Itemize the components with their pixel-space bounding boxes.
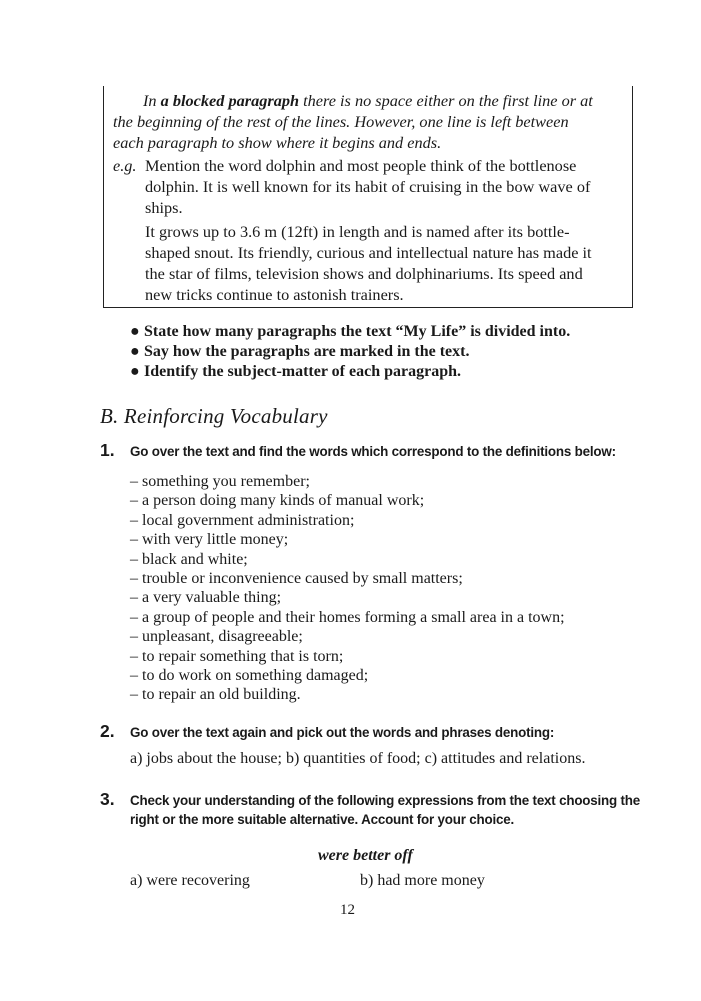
list-item: – trouble or inconvenience caused by small matters; — [130, 570, 463, 588]
list-item: – to repair an old building. — [130, 686, 301, 704]
exercise-3-instruction-line-2: right or the more suitable alternative. Account for your choice. — [130, 812, 515, 827]
list-item: – to do work on something damaged; — [130, 667, 369, 685]
blocked-paragraph-term: a blocked paragraph — [160, 91, 300, 110]
eg-label: e.g. — [113, 156, 137, 175]
task-list — [130, 322, 570, 382]
bullet-icon: ● — [130, 343, 140, 360]
definition-list — [130, 472, 565, 705]
list-item: – something you remember; — [130, 473, 310, 490]
task-item: ● State how many paragraphs the text “My Life” is divided into. — [130, 323, 571, 340]
box-intro-line-3: each paragraph to show where it begins and ends. — [113, 133, 442, 152]
box-intro-line-1: In a blocked paragraph there is no space either on the first line or at — [143, 91, 593, 110]
option-a: a) were recovering — [130, 872, 250, 889]
exercise-1-instruction: Go over the text and find the words which correspond to the definitions below: — [130, 444, 616, 459]
exercise-2-number: 2. — [100, 721, 115, 741]
list-item: – a group of people and their homes forming a small area in a town; — [130, 608, 565, 626]
list-item: – unpleasant, disagreeable; — [130, 628, 303, 646]
option-b: b) had more money — [360, 872, 485, 889]
expression-phrase: were better off — [318, 847, 413, 864]
list-item: – black and white; — [130, 550, 248, 568]
exercise-2-instruction: Go over the text again and pick out the words and phrases denoting: — [130, 725, 555, 740]
list-item: – to repair something that is torn; — [130, 647, 344, 665]
example-para2-line-2: shaped snout. Its friendly, curious and intellectual nature has made it — [145, 243, 592, 262]
example-para2-line-1: It grows up to 3.6 m (12ft) in length and is named after its bottle- — [145, 222, 570, 241]
task-item: ● Say how the paragraphs are marked in the text. — [130, 343, 470, 360]
bullet-icon: ● — [130, 323, 140, 340]
bullet-icon: ● — [130, 363, 140, 380]
exercise-2-answer: a) jobs about the house; b) quantities of food; c) attitudes and relations. — [130, 750, 586, 767]
example-para2-line-3: the star of films, television shows and dolphinariums. Its speed and — [145, 264, 583, 283]
exercise-1-number: 1. — [100, 440, 115, 460]
list-item: – a very valuable thing; — [130, 589, 282, 607]
example-para1-line-1: Mention the word dolphin and most people think of the bottlenose — [145, 156, 577, 175]
list-item: – with very little money; — [130, 531, 289, 549]
list-item: – a person doing many kinds of manual work; — [130, 492, 425, 510]
task-item: ● Identify the subject-matter of each paragraph. — [130, 363, 461, 380]
exercise-3-instruction-line-1: Check your understanding of the following expressions from the text choosing the — [130, 793, 641, 808]
list-item: – local government administration; — [130, 511, 355, 529]
page-number: 12 — [340, 902, 355, 918]
example-para2-line-4: new tricks continue to astonish trainers. — [145, 285, 404, 304]
example-para1-line-2: dolphin. It is well known for its habit of cruising in the bow wave of — [145, 177, 591, 196]
example-para1-line-3: ships. — [145, 198, 183, 217]
exercise-3-number: 3. — [100, 789, 115, 809]
section-title: B. Reinforcing Vocabulary — [100, 404, 328, 428]
box-intro-line-2: the beginning of the rest of the lines. However, one line is left between — [113, 112, 569, 131]
